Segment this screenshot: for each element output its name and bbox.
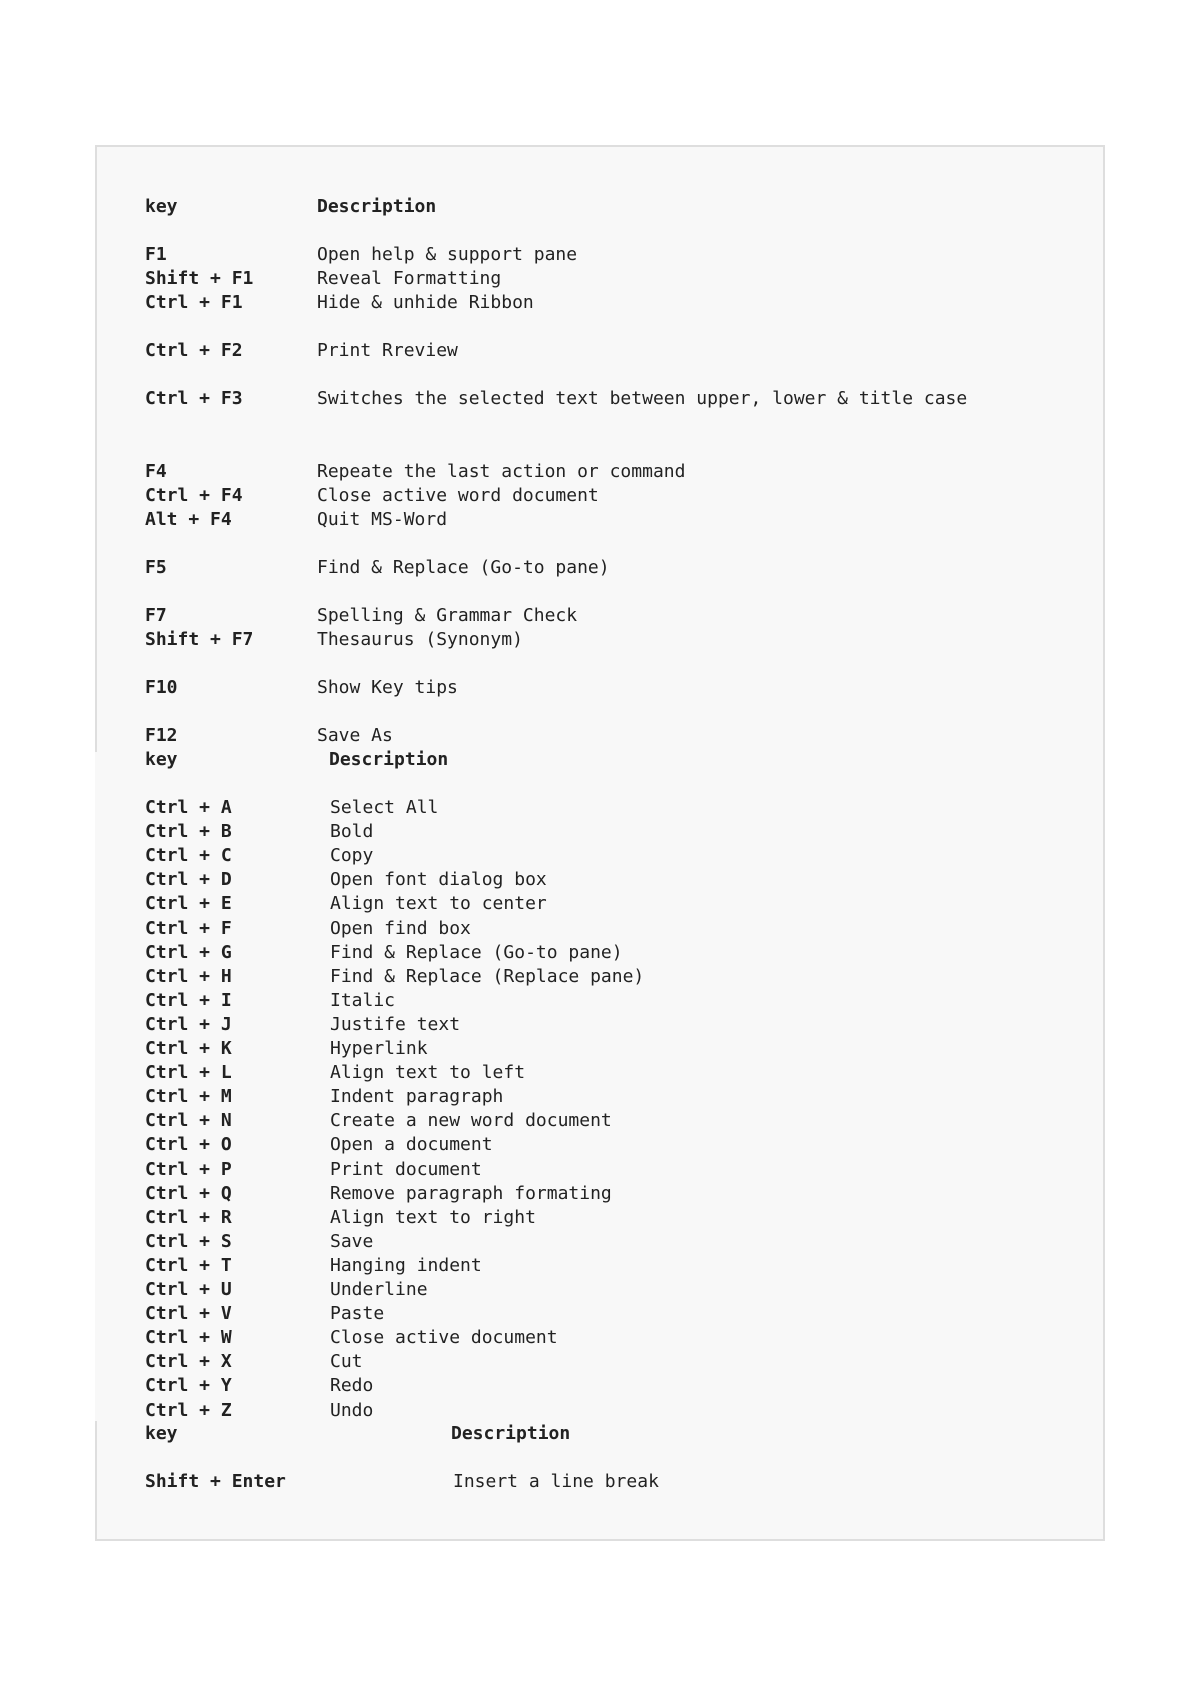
description-column-header: Description xyxy=(317,196,437,217)
shortcut-description: Align text to right xyxy=(330,1206,536,1228)
shortcut-description: Insert a line break xyxy=(453,1471,659,1492)
shortcut-key: Ctrl + G xyxy=(145,941,232,963)
shortcut-key: Ctrl + O xyxy=(145,1134,232,1156)
shortcut-description: Underline xyxy=(330,1279,428,1300)
shortcut-description: Find & Replace (Go-to pane) xyxy=(317,557,610,578)
shortcut-key: Ctrl + F4 xyxy=(145,485,243,506)
shortcut-description: Save As xyxy=(317,725,393,746)
shortcut-key: Ctrl + Z xyxy=(145,1399,232,1421)
shortcut-key: Ctrl + D xyxy=(145,869,232,891)
shortcut-key: Ctrl + M xyxy=(145,1086,232,1108)
shortcut-description: Spelling & Grammar Check xyxy=(317,605,578,626)
shortcut-description: Find & Replace (Replace pane) xyxy=(330,965,645,987)
shortcut-description: Select All xyxy=(330,797,439,818)
table-row xyxy=(145,484,599,508)
description-column-header: Description xyxy=(329,749,449,770)
table-row xyxy=(145,387,968,411)
shortcut-key: Ctrl + H xyxy=(145,965,232,987)
table-row xyxy=(145,291,534,315)
table-row xyxy=(145,243,578,267)
shortcut-key: Ctrl + V xyxy=(145,1303,232,1325)
shortcut-key: F7 xyxy=(145,605,167,626)
shortcut-key: Shift + F1 xyxy=(145,268,254,289)
table-row xyxy=(145,556,610,580)
shortcut-description: Open find box xyxy=(330,917,471,939)
shortcut-description: Paste xyxy=(330,1303,385,1325)
shortcut-key: F4 xyxy=(145,461,167,482)
shortcut-description: Remove paragraph formating xyxy=(330,1182,612,1204)
shortcut-key: Ctrl + F xyxy=(145,917,232,939)
shortcut-description: Switches the selected text between upper, lower & title case xyxy=(317,388,968,409)
ctrl-shortcuts-panel xyxy=(95,752,1058,1421)
shortcut-key: Ctrl + L xyxy=(145,1062,232,1084)
shortcut-description: Save xyxy=(330,1230,374,1252)
shortcut-description: Thesaurus (Synonym) xyxy=(317,629,523,650)
shortcut-key: Shift + F7 xyxy=(145,629,254,650)
key-column-header: key xyxy=(145,1423,178,1444)
shortcut-key: Ctrl + T xyxy=(145,1254,232,1276)
shortcut-description: Repeate the last action or command xyxy=(317,461,686,482)
key-column-header: key xyxy=(145,196,178,217)
shortcut-key: Ctrl + F2 xyxy=(145,340,243,361)
shortcut-key: F12 xyxy=(145,725,178,746)
shortcut-key: Ctrl + A xyxy=(145,797,232,818)
shortcut-description: Open font dialog box xyxy=(330,869,547,891)
table-header xyxy=(145,748,449,772)
shortcut-description: Open a document xyxy=(330,1134,493,1156)
key-column-header: key xyxy=(145,749,178,770)
shortcut-key: F10 xyxy=(145,677,178,698)
shortcut-description: Create a new word document xyxy=(330,1110,612,1132)
shortcut-key: Ctrl + F1 xyxy=(145,292,243,313)
table-row xyxy=(145,339,458,363)
shortcut-description: Justife text xyxy=(330,1013,461,1035)
shortcut-description: Hide & unhide Ribbon xyxy=(317,292,534,313)
table-row xyxy=(145,267,502,291)
shortcut-key: Ctrl + S xyxy=(145,1230,232,1252)
shortcut-description: Copy xyxy=(330,845,374,867)
table-header xyxy=(145,1422,571,1446)
shortcut-description: Align text to left xyxy=(330,1062,526,1084)
shortcut-key: Ctrl + J xyxy=(145,1013,232,1035)
shortcut-key: Ctrl + Y xyxy=(145,1375,232,1397)
shortcut-description: Hanging indent xyxy=(330,1254,482,1276)
shortcut-key: Alt + F4 xyxy=(145,509,232,530)
shortcut-description: Show Key tips xyxy=(317,677,458,698)
shortcut-description: Open help & support pane xyxy=(317,244,578,265)
table-row xyxy=(145,604,578,628)
shortcut-key: Ctrl + W xyxy=(145,1327,232,1349)
shortcut-description: Italic xyxy=(330,989,396,1011)
shortcut-description: Close active document xyxy=(330,1327,558,1349)
shortcut-description: Print Rreview xyxy=(317,340,458,361)
shortcut-description: Quit MS-Word xyxy=(317,509,448,530)
shortcut-key: Ctrl + N xyxy=(145,1110,232,1132)
shortcut-key: Ctrl + R xyxy=(145,1206,232,1228)
shortcut-key: Ctrl + P xyxy=(145,1158,232,1180)
shortcut-description: Undo xyxy=(330,1399,374,1421)
shortcut-description: Align text to center xyxy=(330,893,547,915)
shortcut-key: Ctrl + U xyxy=(145,1279,232,1300)
shortcut-key: F5 xyxy=(145,557,167,578)
shortcut-key: Ctrl + B xyxy=(145,821,232,843)
shortcut-key: Ctrl + C xyxy=(145,845,232,867)
table-row xyxy=(145,1470,659,1494)
shortcut-key: Ctrl + F3 xyxy=(145,388,243,409)
table-row xyxy=(145,508,448,532)
shortcut-key: Ctrl + X xyxy=(145,1351,232,1373)
table-header xyxy=(145,195,437,219)
shortcut-key: Ctrl + I xyxy=(145,989,232,1011)
shortcut-description: Redo xyxy=(330,1375,374,1397)
shortcut-description: Close active word document xyxy=(317,485,599,506)
shortcut-description: Hyperlink xyxy=(330,1038,428,1059)
shortcut-description: Find & Replace (Go-to pane) xyxy=(330,941,623,963)
table-row xyxy=(145,628,523,652)
table-row xyxy=(145,676,458,700)
shortcut-description: Bold xyxy=(330,821,374,843)
shortcut-key: Shift + Enter xyxy=(145,1471,286,1492)
shortcut-key: Ctrl + Q xyxy=(145,1182,232,1204)
shortcut-key: F1 xyxy=(145,244,167,265)
description-column-header: Description xyxy=(451,1423,571,1444)
shortcut-key: Ctrl + K xyxy=(145,1038,232,1059)
shortcut-description: Print document xyxy=(330,1158,482,1180)
shortcut-description: Indent paragraph xyxy=(330,1086,504,1108)
shortcut-key: Ctrl + E xyxy=(145,893,232,915)
table-row xyxy=(145,724,393,748)
table-row xyxy=(145,460,686,484)
shortcut-description: Reveal Formatting xyxy=(317,268,502,289)
shortcut-description: Cut xyxy=(330,1351,363,1373)
